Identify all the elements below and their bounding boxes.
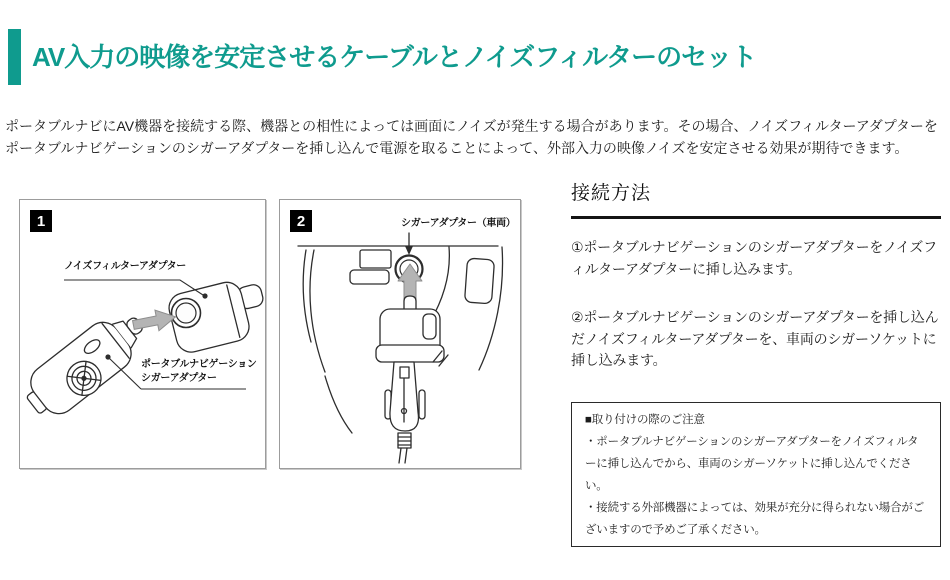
page-header: [8, 29, 756, 85]
heading-underline: [571, 216, 941, 219]
connection-section: [571, 178, 941, 547]
caution-item-2: ・接続する外部機器によっては、効果が充分に得られない場合がございますので予めご了承ください。: [585, 501, 924, 536]
caution-item-1: ・ポータブルナビゲーションのシガーアダプターをノイズフィルターに挿し込んでから、車両のシガーソケットに挿し込んでください。: [585, 435, 919, 492]
label-noise-filter-adapter: ノイズフィルターアダプター: [64, 261, 186, 272]
figure-2-illustration: [280, 200, 520, 468]
label-vehicle-cigar-adapter: シガーアダプター（車両）: [401, 218, 516, 229]
figure-2-badge: 2: [290, 210, 312, 232]
caution-box: [571, 402, 941, 547]
label-portable-navi-line2: シガーアダプター: [141, 373, 217, 384]
figure-1-badge: 1: [30, 210, 52, 232]
figure-2: [279, 199, 521, 469]
accent-bar: [8, 29, 21, 85]
connection-step-2: ②ポータブルナビゲーションのシガーアダプターを挿し込んだノイズフィルターアダプターを、車両のシガーソケットに挿し込みます。: [571, 309, 939, 368]
callout-dot-plug: [105, 354, 110, 359]
cable-art: [398, 433, 411, 463]
label-portable-navi-cigar-adapter: [141, 358, 257, 386]
figure-1: [19, 199, 266, 469]
adapter-in-socket-art: [376, 296, 448, 431]
callout-dot-filter: [202, 293, 207, 298]
figure-1-illustration: [20, 200, 265, 468]
pointer-arrow-icon: [405, 233, 413, 255]
connection-heading: 接続方法: [571, 183, 652, 204]
page-title: AV入力の映像を安定させるケーブルとノイズフィルターのセット: [32, 41, 757, 72]
caution-title: ■取り付けの際のご注意: [585, 413, 705, 426]
label-portable-navi-line1: ポータブルナビゲーション: [141, 359, 257, 370]
connection-step-1: ①ポータブルナビゲーションのシガーアダプターをノイズフィルターアダプターに挿し込みます。: [571, 239, 937, 277]
intro-text: ポータブルナビにAV機器を接続する際、機器との相性によっては画面にノイズが発生する場合があります。その場合、ノイズフィルターアダプターをポータブルナビゲーションのシガーアダプターを挿し込んで電源を取ることによって、外部入力の映像ノイズを安定させる効果が期待できます。: [5, 118, 938, 156]
